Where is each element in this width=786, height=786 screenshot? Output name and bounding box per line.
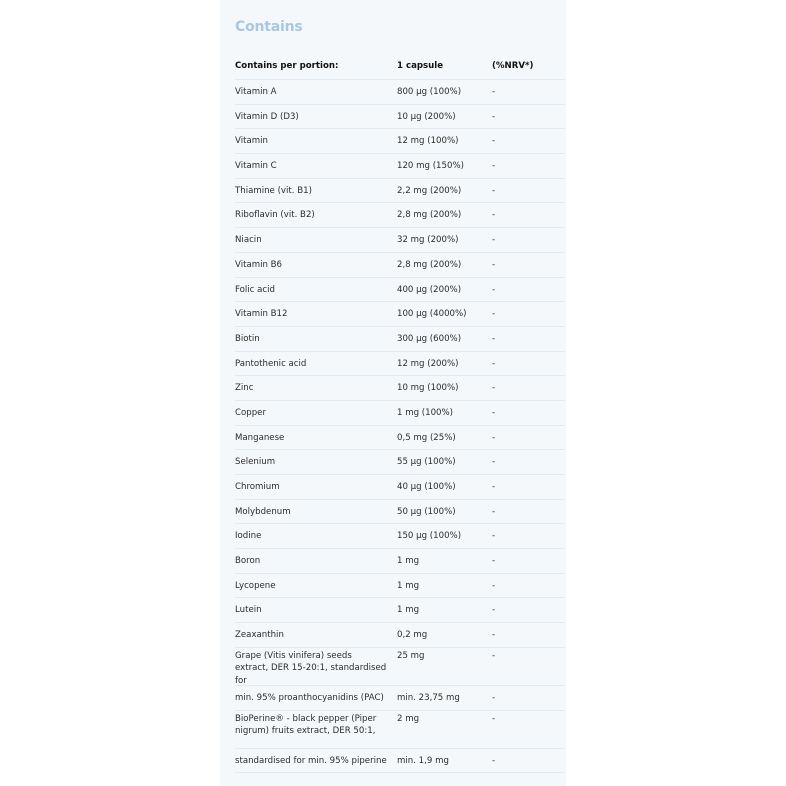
nutrient-nrv: - [492,432,496,443]
table-row [235,105,565,130]
nutrient-amount: 1 mg [397,605,420,616]
nutrient-amount: min. 1,9 mg [397,755,449,766]
nutrient-amount: 12 mg (200%) [397,358,459,369]
table-row [235,228,565,253]
table-row [235,648,565,686]
nutrient-name: standardised for min. 95% piperine [235,755,387,766]
nutrient-name: Molybdenum [235,506,291,517]
nutrient-amount: 25 mg [397,650,425,661]
nutrient-name: Manganese [235,432,285,443]
nutrient-nrv: - [492,235,496,246]
nutrient-amount: 120 mg (150%) [397,161,464,172]
nutrient-nrv: - [492,333,496,344]
nutrient-name: Selenium [235,457,276,468]
table-row [235,426,565,451]
nutrient-nrv: - [492,358,496,369]
nutrient-amount: 12 mg (100%) [397,136,459,147]
nutrient-name: Vitamin [235,136,268,147]
table-row [235,179,565,204]
nutrient-name: Copper [235,407,266,418]
nutrient-name: Folic acid [235,284,275,295]
nutrient-nrv: - [492,259,496,270]
nutrient-amount: 150 µg (100%) [397,531,462,542]
nutrient-nrv: - [492,650,496,661]
table-row [235,500,565,525]
nutrient-name: Niacin [235,235,262,246]
nutrient-nrv: - [492,692,496,703]
nutrient-amount: 32 mg (200%) [397,235,459,246]
nutrient-amount: 400 µg (200%) [397,284,462,295]
nutrition-table [235,54,565,773]
table-row [235,574,565,599]
nutrient-nrv: - [492,136,496,147]
nutrient-nrv: - [492,506,496,517]
nutrient-nrv: - [492,407,496,418]
nutrient-amount: 10 µg (200%) [397,111,456,122]
nutrient-name: Riboflavin (vit. B2) [235,210,315,221]
nutrient-nrv: - [492,755,496,766]
nutrient-amount: 1 mg (100%) [397,407,454,418]
nutrient-nrv: - [492,111,496,122]
nutrient-nrv: - [492,457,496,468]
nutrient-name: min. 95% proanthocyanidins (PAC) [235,692,384,703]
nutrient-name: Lycopene [235,580,276,591]
table-row [235,686,565,711]
nutrient-nrv: - [492,185,496,196]
table-row [235,598,565,623]
nutrient-name: Vitamin B12 [235,309,288,320]
table-body [235,80,565,773]
nutrient-name: Biotin [235,333,260,344]
nutrient-nrv: - [492,605,496,616]
nutrient-nrv: - [492,556,496,567]
nutrient-name: Chromium [235,482,280,492]
nutrient-amount: 1 mg [397,580,420,591]
nutrient-name: Iodine [235,531,262,542]
table-row [235,401,565,426]
header-contains-per-portion: Contains per portion: [235,61,339,71]
nutrient-name: Vitamin C [235,161,277,172]
table-header-row [235,54,565,80]
table-row [235,475,565,500]
nutrient-amount: 50 µg (100%) [397,506,456,517]
nutrient-amount: 0,5 mg (25%) [397,432,456,443]
nutrient-amount: 2,8 mg (200%) [397,210,462,221]
table-row [235,749,565,774]
table-row [235,154,565,179]
table-row [235,623,565,648]
nutrient-amount: 100 µg (4000%) [397,309,467,320]
nutrient-name: Lutein [235,605,262,616]
nutrient-name: Vitamin B6 [235,259,283,270]
header-nrv: (%NRV*) [492,61,534,71]
nutrient-amount: 300 µg (600%) [397,333,462,344]
nutrient-amount: 2,8 mg (200%) [397,259,462,270]
table-row [235,352,565,377]
nutrient-amount: 2,2 mg (200%) [397,185,462,196]
table-row [235,327,565,352]
nutrient-nrv: - [492,630,496,641]
nutrient-name: Pantothenic acid [235,358,307,369]
nutrient-name: Vitamin D (D3) [235,111,299,122]
table-row [235,524,565,549]
nutrient-nrv: - [492,87,496,97]
section-title: Contains [235,19,303,35]
nutrient-name: Zeaxanthin [235,630,284,641]
nutrient-amount: 1 mg [397,556,420,567]
table-row [235,711,565,749]
nutrient-amount: 2 mg [397,713,420,724]
nutrient-nrv: - [492,580,496,591]
table-row [235,80,565,105]
table-row [235,450,565,475]
header-capsule: 1 capsule [397,61,444,71]
table-row [235,376,565,401]
nutrient-name: Thiamine (vit. B1) [235,185,312,196]
nutrient-nrv: - [492,713,496,724]
nutrient-amount: 55 µg (100%) [397,457,456,468]
nutrient-nrv: - [492,284,496,295]
nutrient-name: BioPerine® - black pepper (Piper nigrum) fruits extract, DER 50:1, [235,713,377,736]
contains-panel [220,0,566,786]
nutrient-name: Vitamin A [235,87,277,97]
nutrient-name: Grape (Vitis vinifera) seeds extract, DER 15-20:1, standardised for [235,650,387,686]
table-row [235,253,565,278]
table-row [235,129,565,154]
nutrient-amount: 800 µg (100%) [397,87,462,97]
nutrient-nrv: - [492,482,496,492]
nutrient-nrv: - [492,210,496,221]
nutrient-nrv: - [492,161,496,172]
table-row [235,278,565,303]
nutrient-nrv: - [492,383,496,394]
nutrient-amount: 10 mg (100%) [397,383,459,394]
table-row [235,203,565,228]
table-row [235,302,565,327]
nutrient-name: Zinc [235,383,254,394]
nutrient-name: Boron [235,556,261,567]
nutrient-amount: 40 µg (100%) [397,482,456,492]
nutrient-nrv: - [492,531,496,542]
nutrient-amount: 0,2 mg [397,630,428,641]
nutrient-amount: min. 23,75 mg [397,692,460,703]
table-row [235,549,565,574]
nutrient-nrv: - [492,309,496,320]
